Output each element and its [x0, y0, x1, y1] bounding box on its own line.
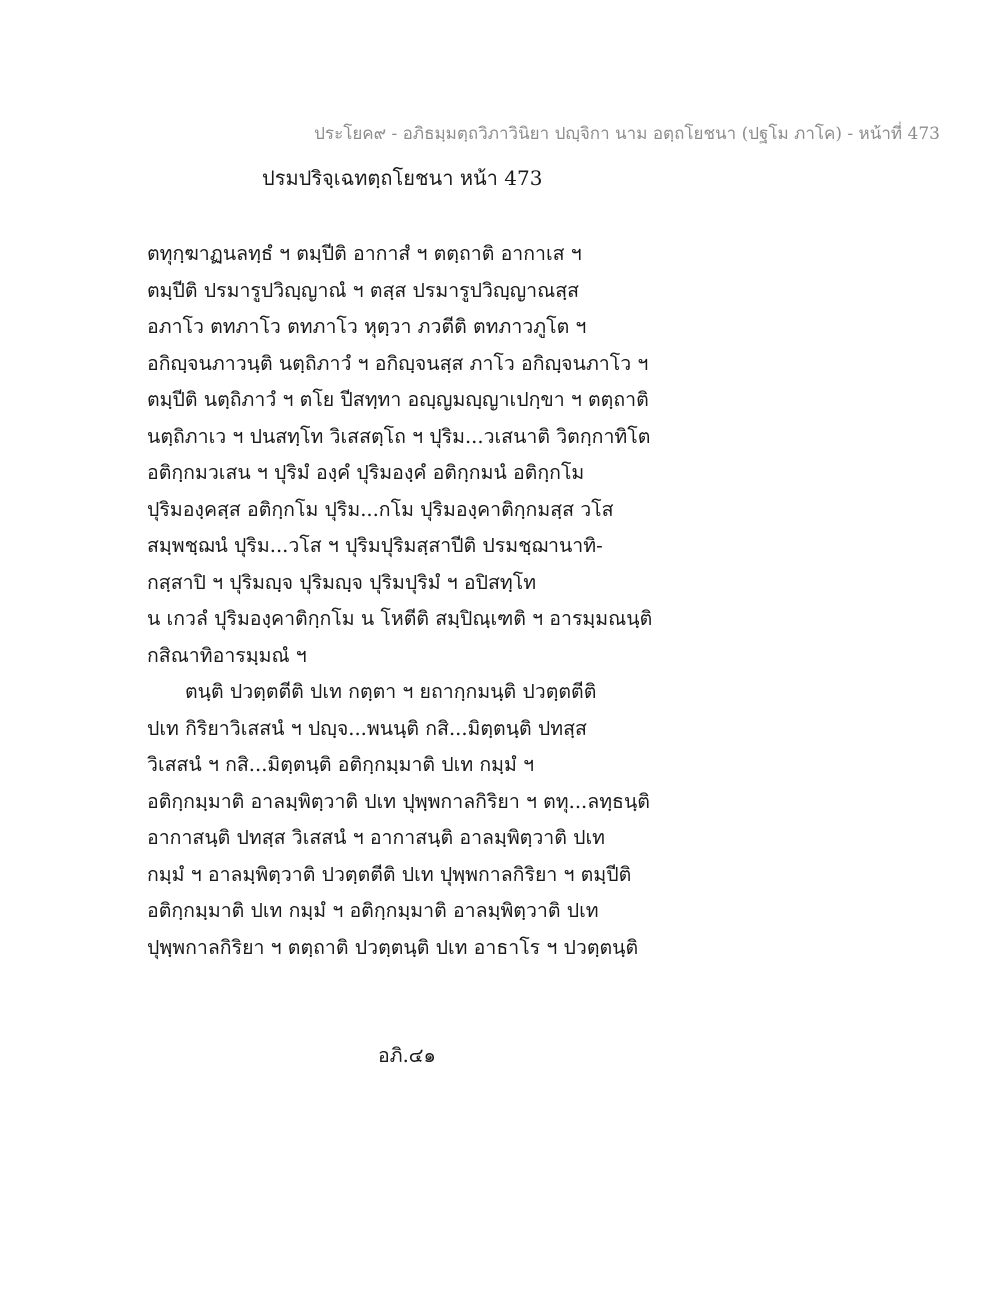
text-line: นตฺถิภาเว ฯ ปนสทฺโท วิเสสตฺโถ ฯ ปุริม...วเสนาติ วิตกฺกาทิโต: [147, 424, 651, 448]
page-footer-code: อภิ.๔๑: [378, 1044, 436, 1067]
text-line: กมฺมํ ฯ อาลมฺพิตฺวาติ ปวตฺตตีติ ปเท ปุพฺพกาลกิริยา ฯ ตมฺปีติ: [147, 862, 632, 886]
running-header: ประโยค๙ - อภิธมฺมตฺถวิภาวินิยา ปญฺจิกา นาม อตฺถโยชนา (ปฐโม ภาโค) - หน้าที่ 473: [314, 124, 940, 144]
text-line: ตมฺปีติ ปรมารูปวิญฺญาณํ ฯ ตสฺส ปรมารูปวิญฺญาณสฺส: [147, 278, 580, 302]
text-line: อากาสนฺติ ปทสฺส วิเสสนํ ฯ อากาสนฺติ อาลมฺพิตฺวาติ ปเท: [147, 826, 605, 849]
text-line: ตมฺปีติ นตฺถิภาวํ ฯ ตโย ปีสทฺทา อญฺญมญฺญาเปกฺขา ฯ ตตฺถาติ: [147, 388, 649, 411]
text-line: กสิณาทิอารมฺมณํ ฯ: [147, 643, 307, 667]
text-line: อติกฺกมวเสน ฯ ปุริมํ องฺคํ ปุริมองฺคํ อติกฺกมนํ อติกฺกโม: [147, 461, 585, 484]
text-line: อติกฺกมฺมาติ อาลมฺพิตฺวาติ ปเท ปุพฺพกาลกิริยา ฯ ตทุ...ลทฺธนฺติ: [147, 789, 650, 813]
text-line: ปุพฺพกาลกิริยา ฯ ตตฺถาติ ปวตฺตนฺติ ปเท อาธาโร ฯ ปวตฺตนฺติ: [147, 935, 639, 959]
text-line: ปุริมองฺคสฺส อติกฺกโม ปุริม...กโม ปุริมองฺคาติกฺกมสฺส วโส: [147, 497, 614, 521]
text-line: อติกฺกมฺมาติ ปเท กมฺมํ ฯ อติกฺกมฺมาติ อาลมฺพิตฺวาติ ปเท: [147, 899, 599, 922]
text-line: อภาโว ตทภาโว ตทภาโว หุตฺวา ภวตีติ ตทภาวภูโต ฯ: [147, 315, 587, 338]
text-line: กสฺสาปิ ฯ ปุริมญฺจ ปุริมญฺจ ปุริมปุริมํ ฯ อปิสทฺโท: [147, 570, 537, 594]
paragraph-first-line: ตนฺติ ปวตฺตตีติ ปเท กตฺตา ฯ ยถากฺกมนฺติ ปวตฺตตีติ: [185, 680, 597, 703]
text-line: ตทุกฺฆาฏนลทฺธํ ฯ ตมฺปีติ อากาสํ ฯ ตตฺถาติ อากาเส ฯ: [147, 242, 582, 265]
text-line: น เกวลํ ปุริมองฺคาติกฺกโม น โหตีติ สมฺปิณฺเฑติ ฯ อารมฺมณนฺติ: [147, 607, 653, 630]
text-line: อกิญฺจนภาวนฺติ นตฺถิภาวํ ฯ อกิญฺจนสฺส ภาโว อกิญฺจนภาโว ฯ: [147, 351, 649, 375]
section-title: ปรมปริจฺเฉทตฺถโยชนา หน้า 473: [262, 166, 543, 190]
text-line: วิเสสนํ ฯ กสิ...มิตฺตนฺติ อติกฺกมฺมาติ ปเท กมฺมํ ฯ: [147, 753, 535, 776]
text-line: สมฺพชฺฌนํ ปุริม...วโส ฯ ปุริมปุริมสฺสาปีติ ปรมชฺฌานาทิ-: [147, 534, 603, 557]
body-text: [147, 236, 947, 966]
text-line: ปเท กิริยาวิเสสนํ ฯ ปญฺจ...พนนฺติ กสิ...มิตฺตนฺติ ปทสฺส: [147, 716, 587, 740]
